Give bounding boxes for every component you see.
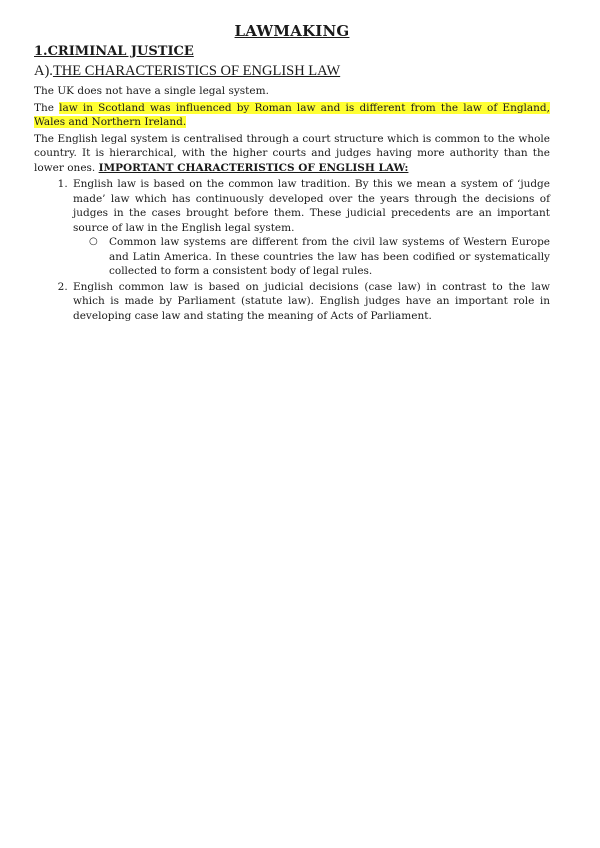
list-item	[71, 280, 550, 324]
list-item-text: English common law is based on judicial decisions (case law) in contrast to the law which is made by Parliament (statute law). English judges have an important role in developing case law and stating the meaning of Acts of Parliament.	[73, 280, 550, 322]
subsection-prefix: A).	[34, 63, 53, 79]
sub-list	[73, 235, 550, 279]
subsection-heading	[34, 62, 550, 80]
section-heading: 1.CRIMINAL JUSTICE	[34, 44, 194, 59]
paragraph-centralised-text: The English legal system is centralised through a court structure which is common to the whole country. It is hierarchical, with the higher courts and judges having more authority than the lower ones.	[34, 132, 550, 174]
list-item	[71, 177, 550, 279]
paragraph-centralised-system	[34, 132, 550, 176]
sub-list-item-text: Common law systems are different from the civil law systems of Western Europe and Latin America. In these countries the law has been codified or systematically collected to form a consistent body of legal rules.	[109, 236, 550, 277]
characteristics-list	[34, 177, 550, 323]
document-title: LAWMAKING	[234, 22, 350, 40]
highlighted-text: law in Scotland was influenced by Roman law and is different from the law of England, Wales and Northern Ireland.	[34, 101, 550, 128]
characteristics-heading: IMPORTANT CHARACTERISTICS OF ENGLISH LAW:	[98, 161, 409, 174]
list-item-text: English law is based on the common law tradition. By this we mean a system of ‘judge made’ law which has continuously developed over the years through the decisions of judges in the cases brought before them. These judicial precedents are an important source of law in the English legal system.	[73, 178, 550, 234]
document-page	[34, 22, 550, 324]
circle-bullet-icon: ○	[89, 236, 98, 247]
paragraph-scotland-lead: The	[34, 101, 60, 114]
subsection-title: THE CHARACTERISTICS OF ENGLISH LAW	[52, 63, 341, 79]
paragraph-single-legal-system: The UK does not have a single legal system.	[34, 85, 269, 97]
paragraph-scotland-law	[34, 101, 550, 130]
sub-list-item	[89, 235, 550, 279]
